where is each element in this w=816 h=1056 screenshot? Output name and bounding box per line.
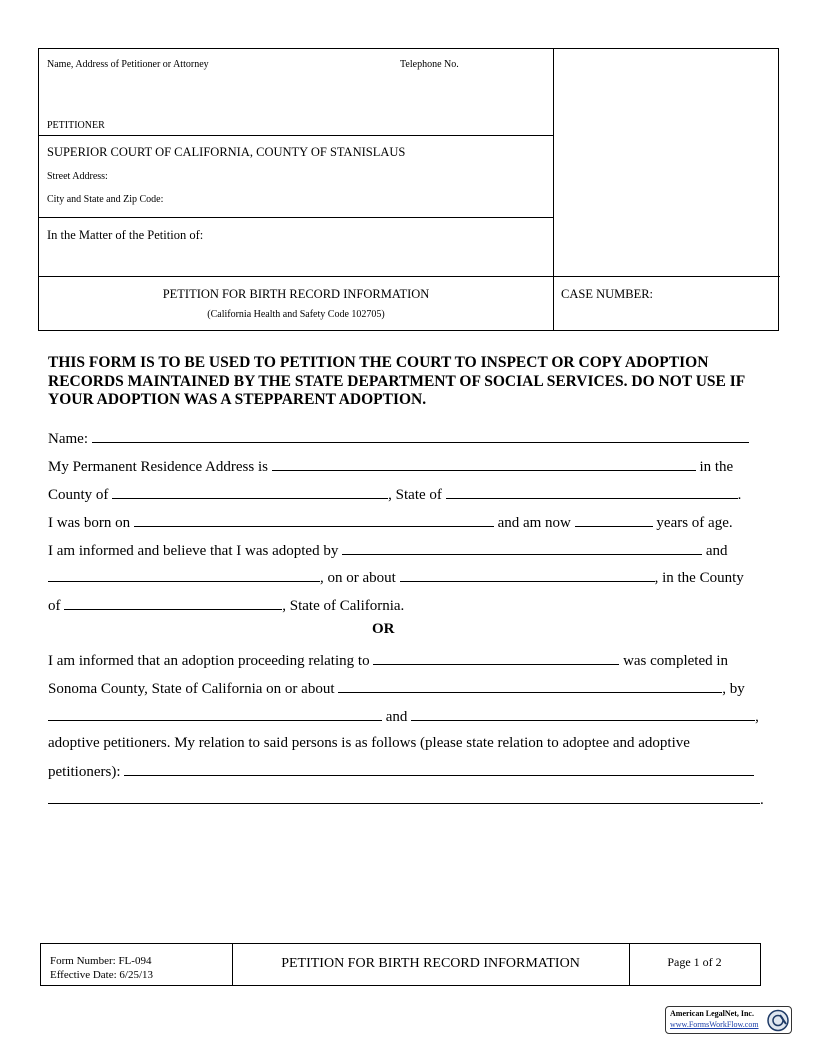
- petitioners-label: petitioners):: [48, 764, 121, 780]
- county-line-period: .: [737, 487, 742, 503]
- adopter-1-field[interactable]: [342, 540, 702, 555]
- caption-box: [38, 48, 779, 331]
- adopter-2-field[interactable]: [48, 567, 320, 582]
- adoption-date-line: [48, 567, 744, 587]
- on-or-about-text: , on or about: [320, 570, 396, 586]
- caption-divider-2: [39, 217, 553, 218]
- petitioner-name-label: Name, Address of Petitioner or Attorney: [47, 59, 209, 70]
- relation-line: [48, 733, 690, 753]
- name-field[interactable]: [92, 428, 749, 443]
- petitioner-label: PETITIONER: [47, 120, 105, 131]
- sonoma-county-label: Sonoma County, State of California on or about: [48, 681, 335, 697]
- and-text: and: [705, 543, 728, 559]
- adoptive-petitioner-1-field[interactable]: [48, 706, 382, 721]
- adoptive-petitioner-2-field[interactable]: [411, 706, 755, 721]
- form-number: Form Number: FL-094: [50, 955, 152, 967]
- residence-address-field[interactable]: [272, 456, 696, 471]
- page-number: Page 1 of 2: [667, 955, 722, 969]
- county-line: [48, 484, 741, 504]
- residence-label: My Permanent Residence Address is: [48, 459, 268, 475]
- caption-divider-1: [39, 135, 553, 136]
- born-on-label: I was born on: [48, 515, 131, 531]
- effective-date: Effective Date: 6/25/13: [50, 969, 154, 981]
- instructions-notice: THIS FORM IS TO BE USED TO PETITION THE COURT TO INSPECT OR COPY ADOPTION RECORDS MAINTAINED BY THE STATE DEPARTMENT OF SOCIAL SERVICES. DO NOT USE IF YOUR ADOPTION WAS A STEPPARENT ADOPTION.: [48, 354, 745, 408]
- in-the-text: in the: [699, 459, 734, 475]
- birth-line: [48, 512, 733, 532]
- petitioners-comma: ,: [755, 709, 759, 725]
- petitioners-names-line: [48, 706, 759, 726]
- state-of-california-text: , State of California.: [282, 598, 405, 614]
- case-number-label: CASE NUMBER:: [561, 287, 654, 301]
- proceeding-date-field[interactable]: [338, 678, 722, 693]
- relation-field-line-2: [48, 789, 764, 809]
- or-separator: OR: [372, 621, 395, 637]
- footer-box: [40, 943, 761, 986]
- globe-icon: [766, 1009, 790, 1032]
- relation-period: .: [760, 792, 764, 808]
- state-field[interactable]: [446, 484, 738, 499]
- years-of-age-text: years of age.: [656, 515, 733, 531]
- logo-company: American LegalNet, Inc.: [670, 1009, 754, 1018]
- by-text: , by: [722, 681, 745, 697]
- state-of-label: , State of: [388, 487, 442, 503]
- court-name: SUPERIOR COURT OF CALIFORNIA, COUNTY OF STANISLAUS: [47, 145, 406, 159]
- code-reference: (California Health and Safety Code 102705): [207, 309, 385, 320]
- county-of-label: County of: [48, 487, 109, 503]
- caption-divider-vertical: [553, 49, 554, 331]
- american-legalnet-logo[interactable]: [665, 1006, 792, 1034]
- caption-form-title: PETITION FOR BIRTH RECORD INFORMATION: [162, 287, 430, 301]
- proceeding-label: I am informed that an adoption proceeding relating to: [48, 653, 370, 669]
- relation-field-line: [48, 761, 754, 781]
- adopted-by-label: I am informed and believe that I was adopted by: [48, 543, 339, 559]
- matter-of-petition-label: In the Matter of the Petition of:: [47, 228, 204, 242]
- street-address-label: Street Address:: [47, 171, 108, 182]
- and-text-2: and: [385, 709, 408, 725]
- residence-line: [48, 456, 733, 476]
- caption-divider-3: [39, 276, 780, 277]
- in-the-county-text: , in the County: [654, 570, 744, 586]
- and-am-now-text: and am now: [497, 515, 571, 531]
- adoption-county-field[interactable]: [64, 595, 282, 610]
- name-line: [48, 428, 749, 448]
- sonoma-line: [48, 678, 745, 698]
- adoption-date-field[interactable]: [400, 567, 655, 582]
- name-label: Name:: [48, 431, 88, 447]
- telephone-label: Telephone No.: [400, 59, 459, 70]
- county-field[interactable]: [112, 484, 388, 499]
- of-text: of: [48, 598, 61, 614]
- city-state-zip-label: City and State and Zip Code:: [47, 194, 164, 205]
- relation-field-1[interactable]: [124, 761, 754, 776]
- adoption-county-line: [48, 595, 404, 615]
- footer-title: PETITION FOR BIRTH RECORD INFORMATION: [281, 956, 580, 971]
- age-field[interactable]: [575, 512, 653, 527]
- birth-date-field[interactable]: [134, 512, 494, 527]
- adopted-by-line: [48, 540, 728, 560]
- was-completed-in-text: was completed in: [623, 653, 729, 669]
- relation-text: adoptive petitioners. My relation to said persons is as follows (please state relation to adoptee and adoptive: [48, 735, 690, 751]
- proceeding-line: [48, 650, 728, 670]
- adoptee-field[interactable]: [373, 650, 619, 665]
- logo-url[interactable]: www.FormsWorkFlow.com: [670, 1020, 759, 1029]
- relation-field-2[interactable]: [48, 789, 760, 804]
